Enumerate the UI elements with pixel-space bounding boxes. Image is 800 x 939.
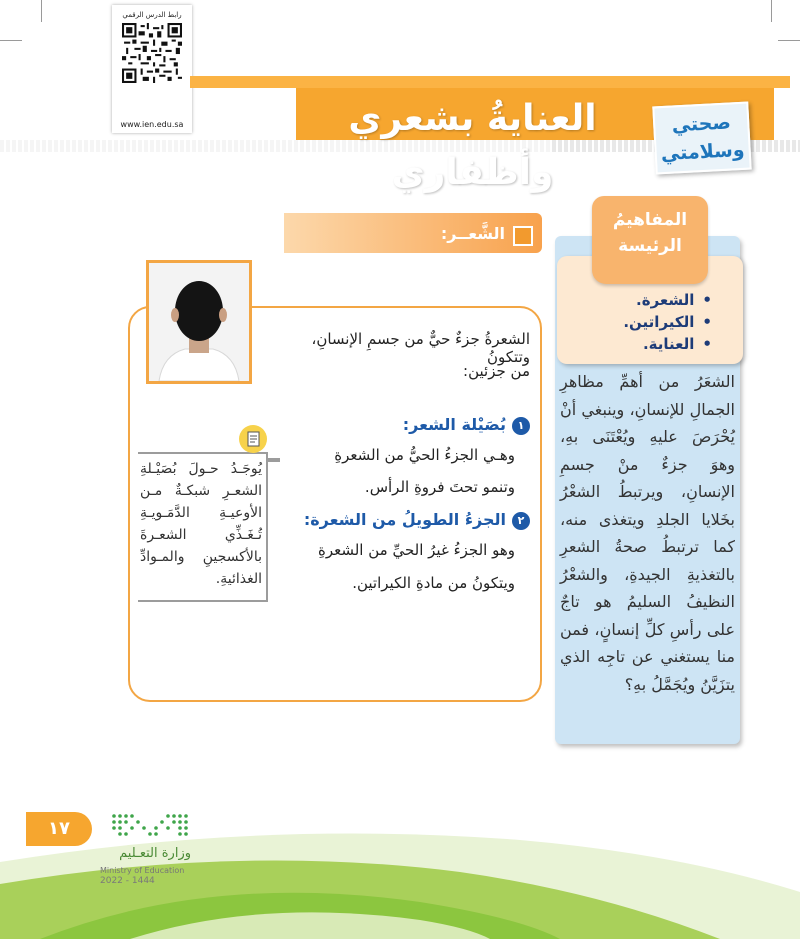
concept-item: • الكيراتين.: [552, 313, 712, 331]
edition-year: 2022 - 1444: [100, 876, 155, 886]
ministry-name-en: Ministry of Education: [100, 866, 185, 875]
qr-label: رابط الدرس الرقمي: [122, 11, 182, 19]
key-concepts-title-line2: الرئيسة: [618, 236, 682, 256]
concept-item: • العناية.: [552, 335, 712, 353]
number-badge-icon: ١: [512, 417, 530, 435]
part2-heading-text: الجزءُ الطويلُ من الشعرة:: [303, 510, 506, 529]
part2-heading: [280, 510, 530, 530]
hair-photo: [146, 260, 252, 384]
part1-heading: [290, 415, 530, 435]
title-band-top: [190, 76, 790, 88]
ministry-logo-icon: [110, 812, 194, 838]
side-paragraph: الشعَرُ من أهمِّ مظاهرِ الجمالِ للإنسانِ، وينبغي أنْ يُحْرَصَ عليهِ ويُعْتَنَى بهِ، وهوَ جزءٌ منْ جسمِ الإنسانِ، ويرتبطُ الشعْرُ بخَلايا الجلدِ ويتغذى منه، كما ترتبطُ صحةُ الشعرِ بالتغذيةِ الجيدةِ، والشعْرُ النظيفُ السليمُ هو تاجٌ على رأسِ كلِّ إنسانٍ، فمن منا يستغني عن تاجِه الذي يتزَيَّنُ ويُجَمَّلُ بهِ؟: [560, 372, 735, 694]
intro-line-1: الشعرةُ جزءٌ حيٌّ من جسمِ الإنسانِ، وتتكونُ: [311, 330, 530, 366]
qr-card[interactable]: [112, 5, 192, 133]
subject-tag-line1: صحتي: [671, 111, 732, 137]
part2-line-2: ويتكونُ من مادةِ الكيراتين.: [352, 574, 515, 592]
qr-code-icon[interactable]: [122, 23, 182, 83]
section-title: الشَّعــر:: [440, 224, 505, 243]
part2-line-1: وهو الجزءُ غيرُ الحيِّ من الشعرةِ: [317, 541, 515, 559]
crop-mark: [0, 40, 22, 41]
document-icon: [239, 425, 267, 453]
lesson-title: العنايةُ بشعري وأظفاري: [348, 98, 597, 193]
crop-mark: [778, 40, 800, 41]
boy-back-of-head-image: [149, 263, 249, 381]
qr-url[interactable]: www.ien.edu.sa: [120, 120, 184, 129]
key-concepts-title: [592, 207, 708, 259]
ministry-name-ar: وزارة التعـليم: [119, 846, 191, 861]
page-number: ١٧: [26, 812, 92, 846]
part1-heading-text: بُصَيْلة الشعر:: [402, 415, 506, 434]
key-concepts-title-line1: المفاهيمُ: [612, 210, 688, 230]
crop-mark: [41, 0, 42, 22]
note-icon: [239, 425, 267, 453]
subject-tag: [652, 102, 751, 175]
note-text: يُوجَـدُ حـولَ بُصَيْـلةِ الشعـرِ شبكـةٌ مـن الأوعيـةِ الدَّمَـويـةِ تُـغَـذِّي الشعـرةَ بالأكسجينِ والمـوادِّ الغذائيةِ.: [140, 461, 262, 587]
part1-line-2: وتنمو تحتَ فروةِ الرأس.: [364, 478, 515, 496]
crop-mark: [771, 0, 772, 22]
section-square-icon: [513, 226, 533, 246]
number-badge-icon: ٢: [512, 512, 530, 530]
concept-item: • الشعرة.: [552, 291, 712, 309]
note-pointer: [266, 458, 280, 462]
intro-line-2: من جزئين:: [463, 362, 530, 380]
part1-line-1: وهـي الجزءُ الحيُّ من الشعرةِ: [334, 446, 515, 464]
subject-tag-line2: وسلامتي: [660, 138, 746, 166]
